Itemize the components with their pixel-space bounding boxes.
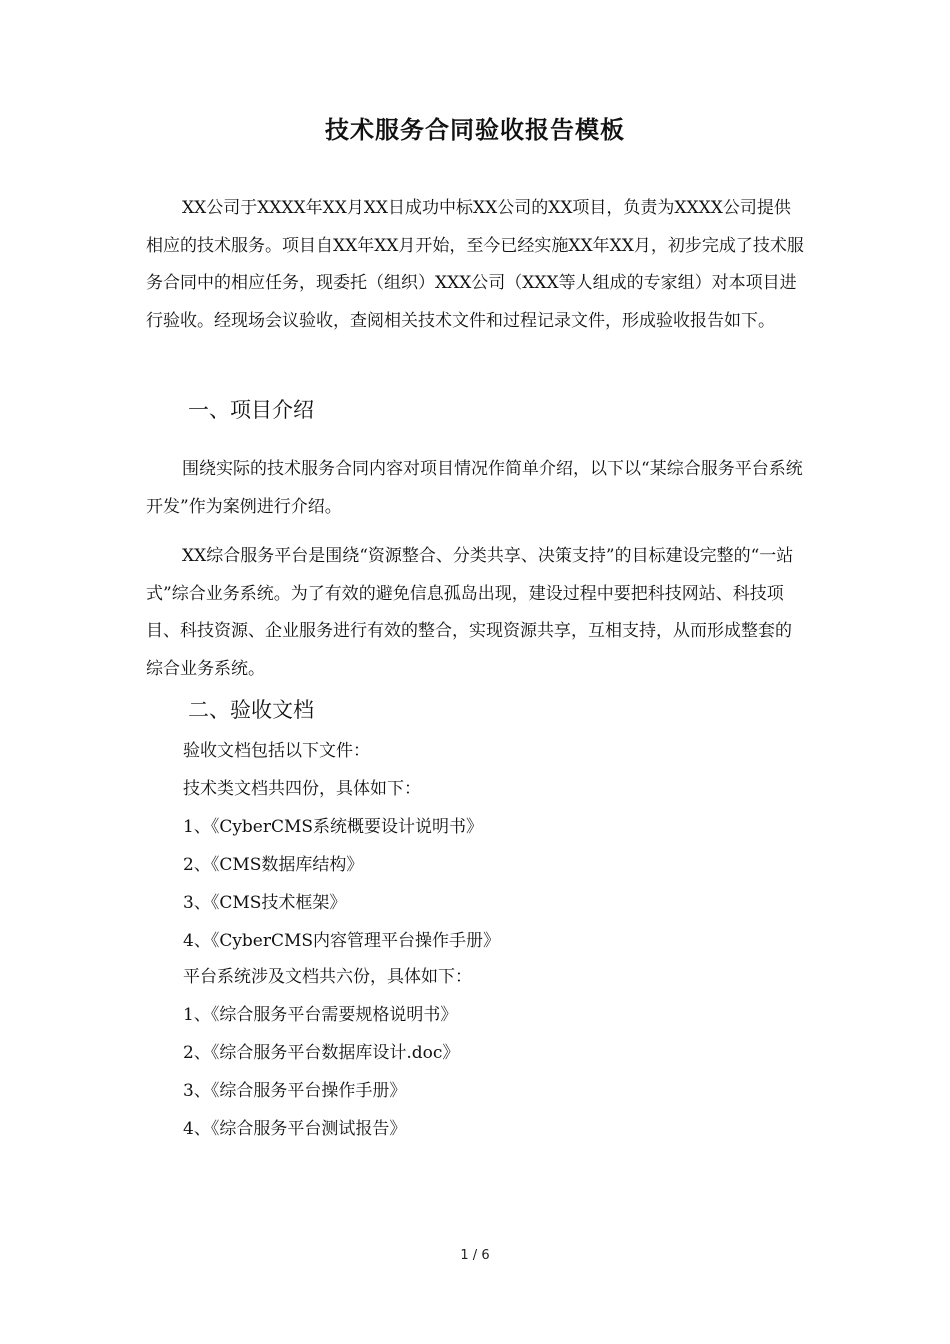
- list-item: 2、《综合服务平台数据库设计.doc》: [183, 1043, 460, 1063]
- list-item: 3、《综合服务平台操作手册》: [183, 1081, 407, 1101]
- list-item: 4、《综合服务平台测试报告》: [183, 1119, 407, 1139]
- section-heading-project-intro: 一、项目介绍: [188, 398, 314, 422]
- list-item: 1、《综合服务平台需要规格说明书》: [183, 1005, 458, 1025]
- list-item: 1、《CyberCMS系统概要设计说明书》: [183, 817, 484, 837]
- list-item: 4、《CyberCMS内容管理平台操作手册》: [183, 931, 501, 951]
- list-item: 平台系统涉及文档共六份，具体如下：: [183, 967, 472, 987]
- project-intro-paragraph-2: XX综合服务平台是围绕“资源整合、分类共享、决策支持”的目标建设完整的“一站式”综合业务系统。为了有效的避免信息孤岛出现，建设过程中要把科技网站、科技项目、科技资源、企业服务进行有效的整合，实现资源共享，互相支持，从而形成整套的综合业务系统。: [146, 546, 794, 679]
- document-title: 技术服务合同验收报告模板: [325, 115, 625, 144]
- list-item: 技术类文档共四份，具体如下：: [183, 779, 421, 799]
- page-number: 1 / 6: [460, 1248, 490, 1263]
- list-item: 3、《CMS技术框架》: [183, 893, 347, 913]
- intro-paragraph: XX公司于XXXX年XX月XX日成功中标XX公司的XX项目，负责为XXXX公司提供相应的技术服务。项目自XX年XX月开始，至今已经实施XX年XX月，初步完成了技术服务合同中的相应任务，现委托（组织）XXX公司（XXX等人组成的专家组）对本项目进行验收。经现场会议验收，查阅相关技术文件和过程记录文件，形成验收报告如下。: [146, 198, 804, 331]
- list-item: 2、《CMS数据库结构》: [183, 855, 364, 875]
- project-intro-paragraph-1: 围绕实际的技术服务合同内容对项目情况作简单介绍，以下以“某综合服务平台系统开发”作为案例进行介绍。: [146, 459, 803, 517]
- section-heading-acceptance-docs: 二、验收文档: [188, 698, 314, 722]
- list-item: 验收文档包括以下文件：: [183, 741, 370, 761]
